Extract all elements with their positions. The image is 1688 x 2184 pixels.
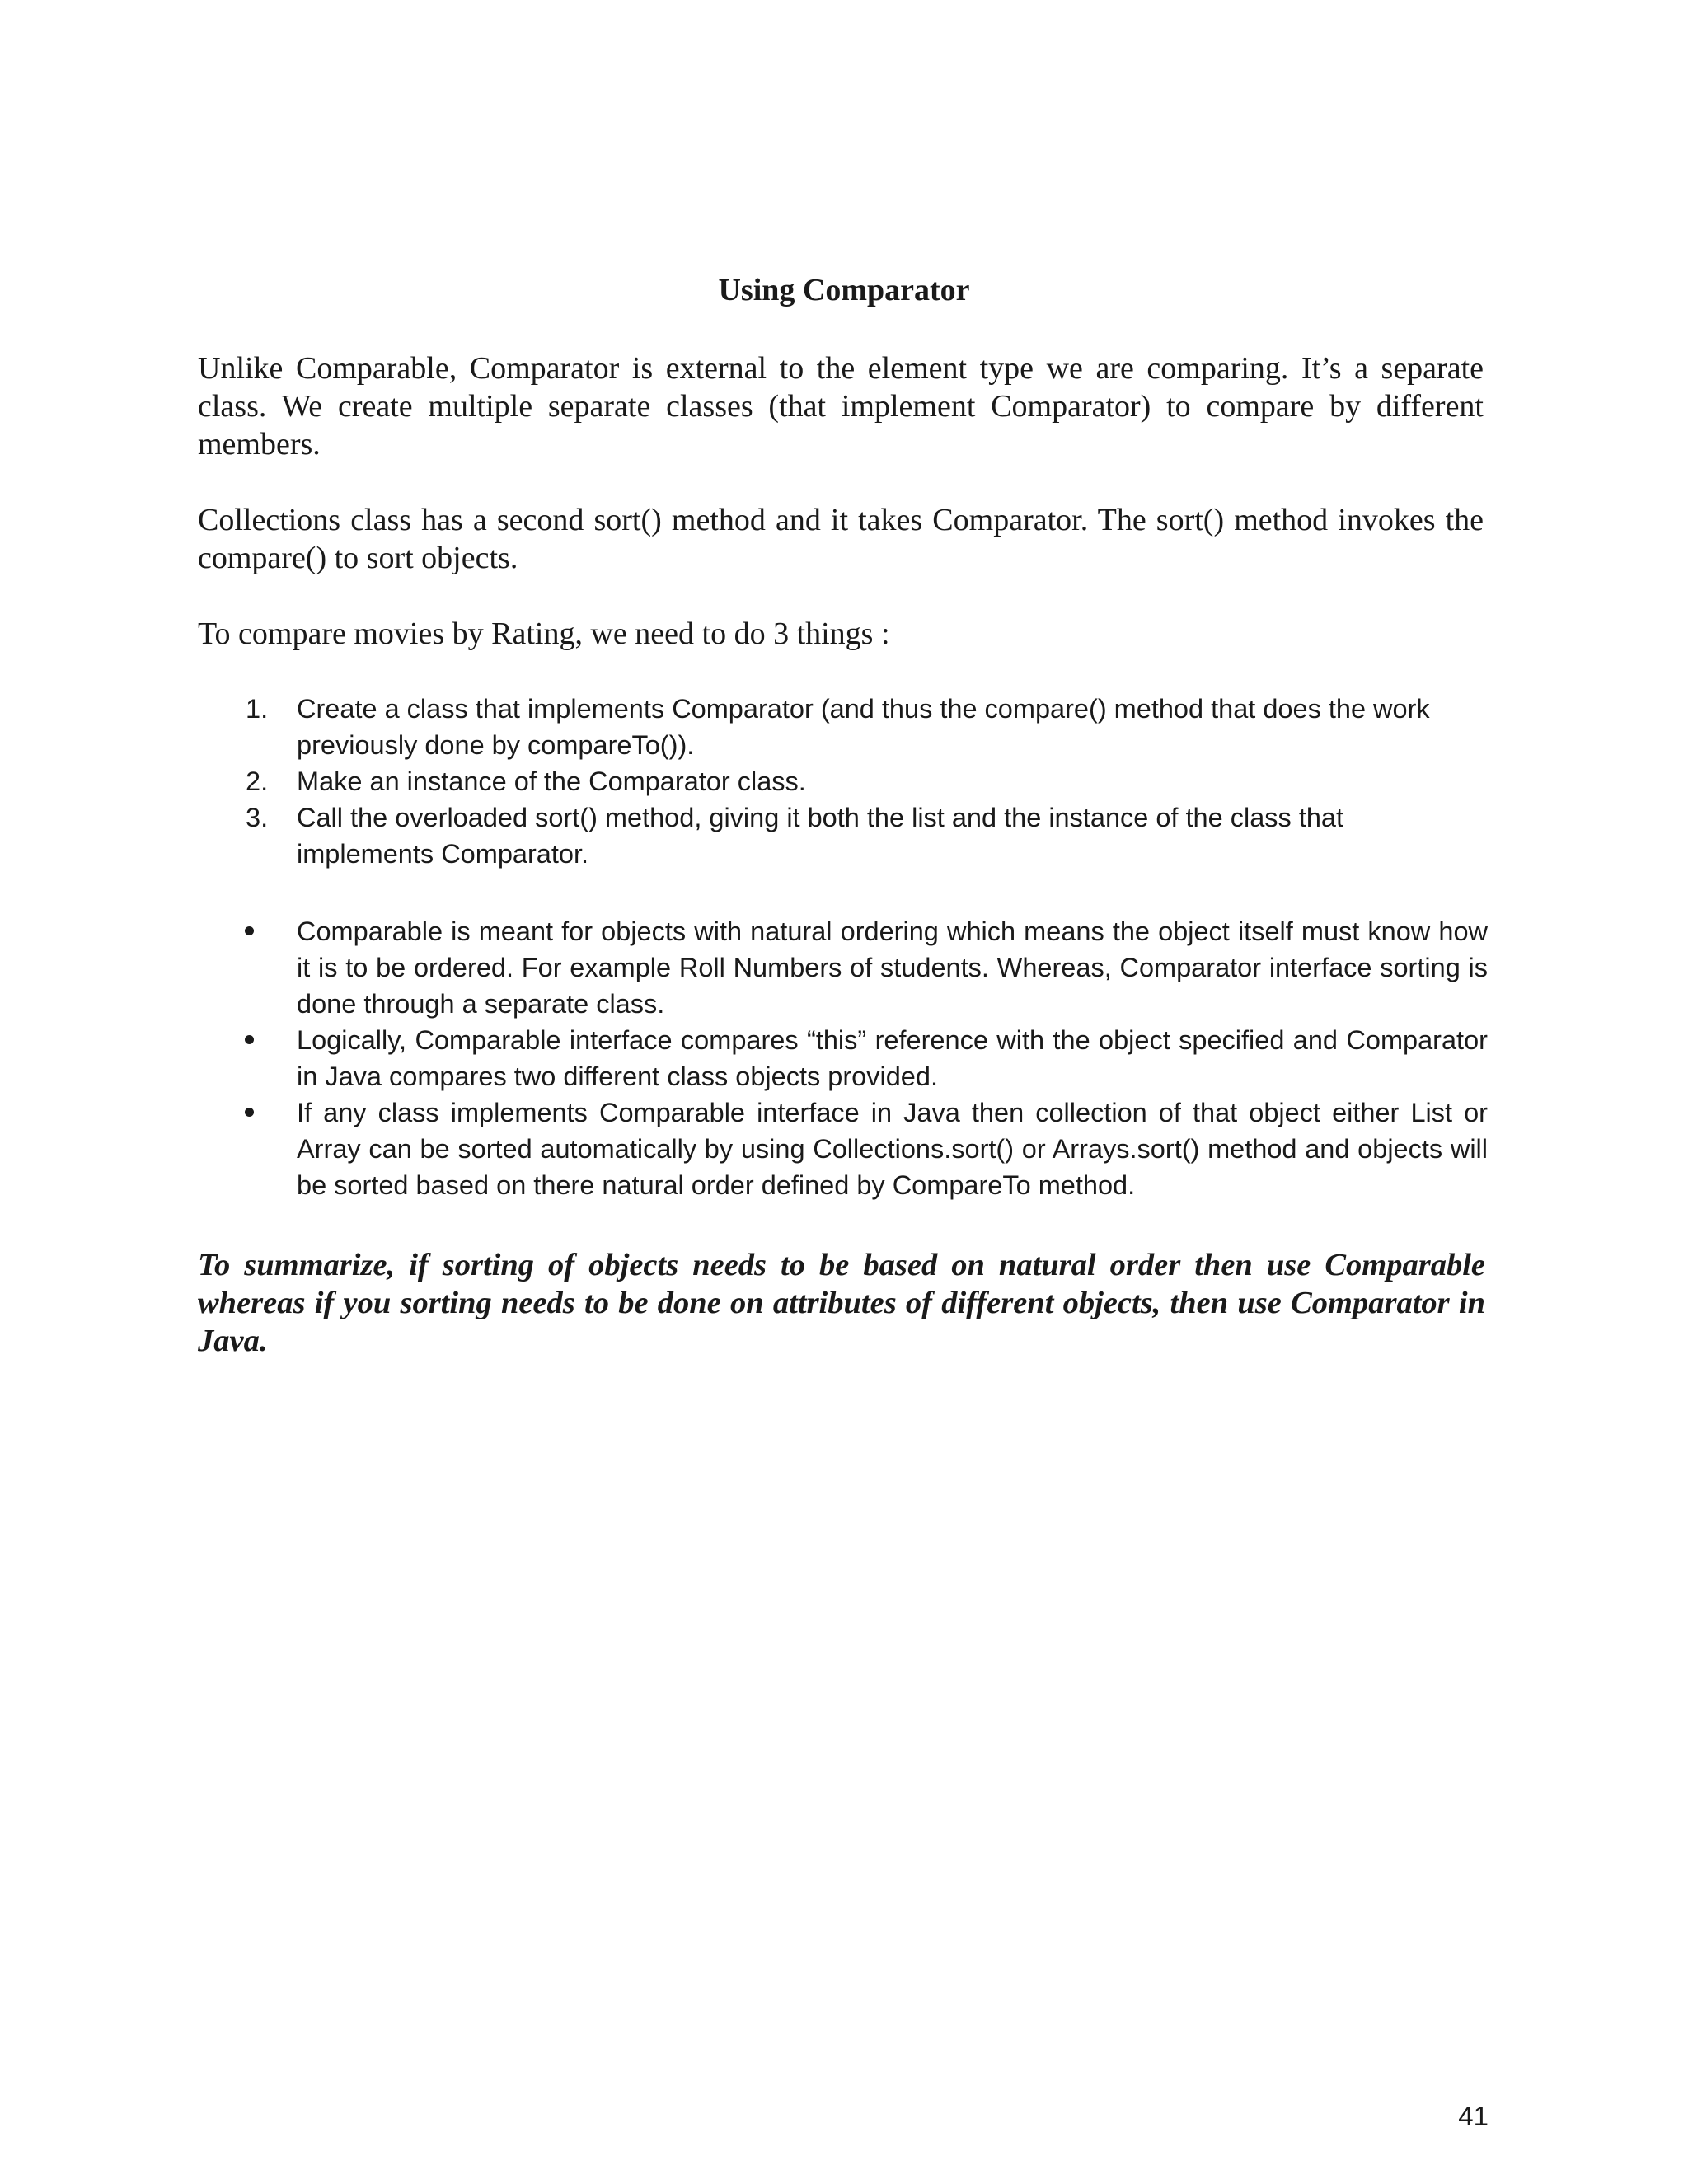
numbered-list [198,691,1488,872]
list-number: 1. [246,694,269,724]
list-number: 3. [246,803,269,832]
list-item-text: Comparable is meant for objects with natural ordering which means the object itself must know how it is to be ordered. For example Roll Numbers of students. Whereas, Comparator interface sorting is done through a separate class. [297,916,1488,1019]
list-item-text: If any class implements Comparable interface in Java then collection of that object either List or Array can be sorted automatically by using Collections.sort() or Arrays.sort() method and objects will be sorted based on there natural order defined by CompareTo method. [297,1098,1488,1200]
list-item-text: Call the overloaded sort() method, giving it both the list and the instance of the class that implements Comparator. [297,803,1344,869]
summary-paragraph: To summarize, if sorting of objects needs to be based on natural order then use Comparable whereas if you sorting needs to be done on attributes of different objects, then use Comparator in Java. [198,1248,1485,1358]
bullet-icon [245,1035,254,1044]
list-number: 2. [246,766,269,796]
list-item [198,1022,1488,1094]
list-item-text: Create a class that implements Comparator (and thus the compare() method that does the work previously done by compareTo()). [297,694,1430,760]
bullet-list [198,913,1488,1203]
bullet-icon [245,1108,254,1117]
list-item-text: Make an instance of the Comparator class. [297,766,806,796]
paragraph-comparator-intro: Unlike Comparable, Comparator is external to the element type we are comparing. It’s a separate class. We create multiple separate classes (that implement Comparator) to compare by different members. [198,351,1484,462]
page-number: 41 [1458,2101,1489,2131]
paragraph-collections-sort: Collections class has a second sort() method and it takes Comparator. The sort() method invokes the compare() to sort objects. [198,503,1484,575]
list-item [198,691,1488,763]
list-item [198,763,1488,799]
paragraph-compare-movies: To compare movies by Rating, we need to do 3 things : [198,616,890,651]
bullet-icon [245,926,254,935]
list-item [198,913,1488,1022]
list-item [198,799,1488,872]
page-title: Using Comparator [718,273,970,307]
list-item-text: Logically, Comparable interface compares “this” reference with the object specified and Comparator in Java compares two different class objects provided. [297,1025,1488,1091]
list-item [198,1094,1488,1203]
